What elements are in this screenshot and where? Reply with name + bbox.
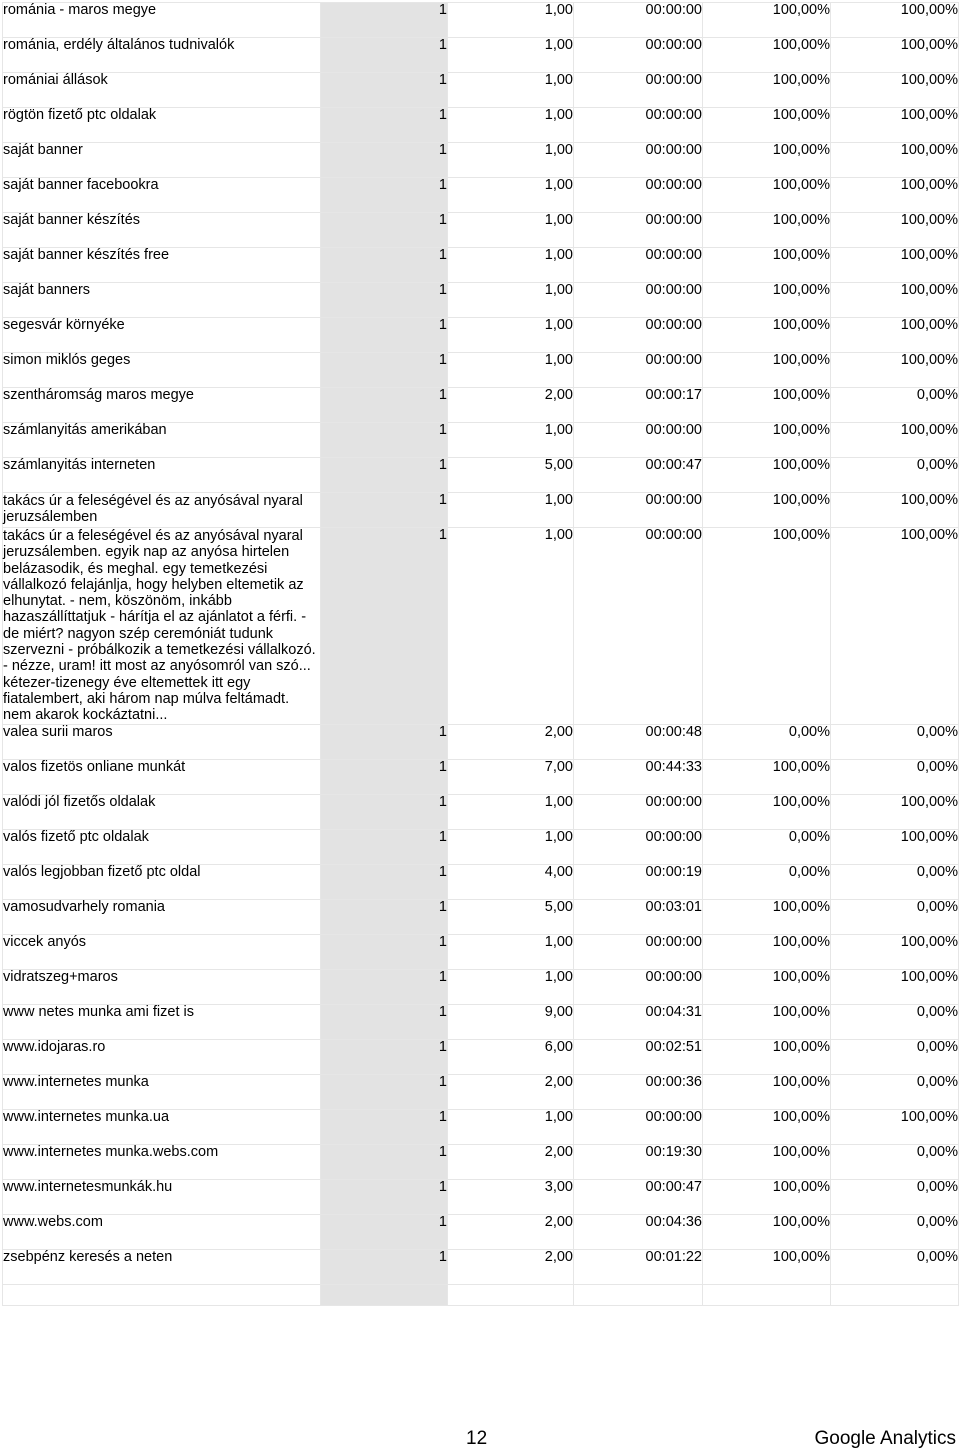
new-visits-cell: 100,00% (703, 899, 831, 934)
bounce-rate-cell: 0,00% (831, 1039, 959, 1074)
table-row (3, 829, 959, 864)
visits-cell: 1 (321, 1214, 448, 1249)
pages-per-visit-cell: 1,00 (448, 493, 574, 528)
pages-per-visit-cell: 7,00 (448, 759, 574, 794)
new-visits-cell: 100,00% (703, 108, 831, 143)
pages-per-visit-cell: 1,00 (448, 934, 574, 969)
table-row (3, 1004, 959, 1039)
keyword-cell: takács úr a feleségével és az anyósával nyaral jeruzsálemben (3, 493, 321, 528)
pages-per-visit-cell: 1,00 (448, 38, 574, 73)
visits-cell: 1 (321, 899, 448, 934)
new-visits-cell: 100,00% (703, 1109, 831, 1144)
table-row (3, 1179, 959, 1214)
bounce-rate-cell: 100,00% (831, 528, 959, 725)
bounce-rate-cell: 100,00% (831, 283, 959, 318)
bounce-rate-cell: 100,00% (831, 969, 959, 1004)
new-visits-cell: 100,00% (703, 178, 831, 213)
table-row (3, 353, 959, 388)
table-row (3, 178, 959, 213)
bounce-rate-cell: 0,00% (831, 388, 959, 423)
new-visits-cell: 100,00% (703, 423, 831, 458)
pages-per-visit-cell: 5,00 (448, 899, 574, 934)
new-visits-cell: 100,00% (703, 1039, 831, 1074)
visits-cell: 1 (321, 73, 448, 108)
new-visits-cell: 100,00% (703, 1074, 831, 1109)
new-visits-cell: 100,00% (703, 3, 831, 38)
avg-duration-cell: 00:44:33 (574, 759, 703, 794)
pages-per-visit-cell: 2,00 (448, 1074, 574, 1109)
visits-cell: 1 (321, 1144, 448, 1179)
visits-cell: 1 (321, 178, 448, 213)
visits-cell: 1 (321, 318, 448, 353)
new-visits-cell: 100,00% (703, 248, 831, 283)
visits-cell: 1 (321, 353, 448, 388)
keyword-cell: számlanyitás amerikában (3, 423, 321, 458)
keyword-cell: www.internetes munka.webs.com (3, 1144, 321, 1179)
table-row (3, 458, 959, 493)
table-row (3, 283, 959, 318)
avg-duration-cell: 00:04:36 (574, 1214, 703, 1249)
keyword-cell: szentháromság maros megye (3, 388, 321, 423)
keyword-cell: viccek anyós (3, 934, 321, 969)
avg-duration-cell: 00:00:00 (574, 318, 703, 353)
bounce-rate-cell: 0,00% (831, 1249, 959, 1284)
keyword-cell: vidratszeg+maros (3, 969, 321, 1004)
table-row (3, 213, 959, 248)
visits-cell: 1 (321, 38, 448, 73)
avg-duration-cell: 00:00:00 (574, 353, 703, 388)
pages-per-visit-cell: 2,00 (448, 1144, 574, 1179)
new-visits-cell: 100,00% (703, 283, 831, 318)
avg-duration-cell: 00:00:00 (574, 178, 703, 213)
pages-per-visit-cell: 1,00 (448, 353, 574, 388)
avg-duration-cell: 00:00:00 (574, 423, 703, 458)
new-visits-cell: 100,00% (703, 1004, 831, 1039)
visits-cell: 1 (321, 458, 448, 493)
new-visits-cell: 100,00% (703, 934, 831, 969)
pages-per-visit-cell: 1,00 (448, 108, 574, 143)
visits-cell: 1 (321, 3, 448, 38)
new-visits-cell: 100,00% (703, 969, 831, 1004)
new-visits-cell: 0,00% (703, 724, 831, 759)
table-row (3, 423, 959, 458)
pages-per-visit-cell: 2,00 (448, 1214, 574, 1249)
keyword-cell: románia, erdély általános tudnivalók (3, 38, 321, 73)
spacer-cell (703, 1284, 831, 1305)
visits-cell: 1 (321, 528, 448, 725)
keyword-cell: saját banner facebookra (3, 178, 321, 213)
avg-duration-cell: 00:00:48 (574, 724, 703, 759)
pages-per-visit-cell: 1,00 (448, 143, 574, 178)
pages-per-visit-cell: 1,00 (448, 1109, 574, 1144)
table-row (3, 1109, 959, 1144)
visits-cell: 1 (321, 794, 448, 829)
keyword-cell: saját banners (3, 283, 321, 318)
new-visits-cell: 100,00% (703, 1214, 831, 1249)
table-row (3, 248, 959, 283)
avg-duration-cell: 00:00:47 (574, 458, 703, 493)
avg-duration-cell: 00:00:00 (574, 283, 703, 318)
bounce-rate-cell: 100,00% (831, 1109, 959, 1144)
table-row (3, 528, 959, 725)
avg-duration-cell: 00:00:36 (574, 1074, 703, 1109)
avg-duration-cell: 00:00:00 (574, 3, 703, 38)
visits-cell: 1 (321, 143, 448, 178)
table-row (3, 934, 959, 969)
spacer-cell (574, 1284, 703, 1305)
pages-per-visit-cell: 3,00 (448, 1179, 574, 1214)
avg-duration-cell: 00:00:00 (574, 213, 703, 248)
visits-cell: 1 (321, 829, 448, 864)
keyword-cell: számlanyitás interneten (3, 458, 321, 493)
avg-duration-cell: 00:00:00 (574, 73, 703, 108)
pages-per-visit-cell: 1,00 (448, 829, 574, 864)
bounce-rate-cell: 0,00% (831, 1214, 959, 1249)
new-visits-cell: 100,00% (703, 493, 831, 528)
avg-duration-cell: 00:19:30 (574, 1144, 703, 1179)
new-visits-cell: 100,00% (703, 759, 831, 794)
visits-cell: 1 (321, 423, 448, 458)
keyword-cell: valós legjobban fizető ptc oldal (3, 864, 321, 899)
pages-per-visit-cell: 4,00 (448, 864, 574, 899)
visits-cell: 1 (321, 864, 448, 899)
spacer-cell (3, 1284, 321, 1305)
table-row (3, 899, 959, 934)
bounce-rate-cell: 100,00% (831, 73, 959, 108)
new-visits-cell: 100,00% (703, 73, 831, 108)
bounce-rate-cell: 100,00% (831, 108, 959, 143)
bounce-rate-cell: 100,00% (831, 248, 959, 283)
table-row (3, 969, 959, 1004)
pages-per-visit-cell: 1,00 (448, 969, 574, 1004)
pages-per-visit-cell: 2,00 (448, 724, 574, 759)
keyword-cell: zsebpénz keresés a neten (3, 1249, 321, 1284)
keyword-report-table (2, 2, 959, 1306)
table-row (3, 864, 959, 899)
pages-per-visit-cell: 2,00 (448, 388, 574, 423)
table-row (3, 759, 959, 794)
keyword-cell: www netes munka ami fizet is (3, 1004, 321, 1039)
visits-cell: 1 (321, 1004, 448, 1039)
visits-cell: 1 (321, 724, 448, 759)
visits-cell: 1 (321, 759, 448, 794)
keyword-cell: romániai állások (3, 73, 321, 108)
bounce-rate-cell: 100,00% (831, 934, 959, 969)
bounce-rate-cell: 100,00% (831, 213, 959, 248)
avg-duration-cell: 00:00:00 (574, 1109, 703, 1144)
bounce-rate-cell: 100,00% (831, 38, 959, 73)
pages-per-visit-cell: 1,00 (448, 528, 574, 725)
visits-cell: 1 (321, 493, 448, 528)
avg-duration-cell: 00:04:31 (574, 1004, 703, 1039)
bounce-rate-cell: 100,00% (831, 794, 959, 829)
keyword-cell: www.idojaras.ro (3, 1039, 321, 1074)
visits-cell: 1 (321, 1074, 448, 1109)
avg-duration-cell: 00:00:00 (574, 528, 703, 725)
avg-duration-cell: 00:00:00 (574, 493, 703, 528)
bounce-rate-cell: 0,00% (831, 458, 959, 493)
avg-duration-cell: 00:00:47 (574, 1179, 703, 1214)
bounce-rate-cell: 0,00% (831, 1004, 959, 1039)
avg-duration-cell: 00:03:01 (574, 899, 703, 934)
spacer-cell (831, 1284, 959, 1305)
keyword-cell: valos fizetös onliane munkát (3, 759, 321, 794)
new-visits-cell: 100,00% (703, 213, 831, 248)
report-body (3, 3, 959, 1306)
new-visits-cell: 100,00% (703, 318, 831, 353)
table-row (3, 143, 959, 178)
avg-duration-cell: 00:00:00 (574, 143, 703, 178)
avg-duration-cell: 00:00:19 (574, 864, 703, 899)
pages-per-visit-cell: 1,00 (448, 248, 574, 283)
visits-cell: 1 (321, 248, 448, 283)
table-row (3, 38, 959, 73)
bounce-rate-cell: 100,00% (831, 178, 959, 213)
bounce-rate-cell: 0,00% (831, 759, 959, 794)
avg-duration-cell: 00:00:00 (574, 829, 703, 864)
visits-cell: 1 (321, 969, 448, 1004)
table-row (3, 1249, 959, 1284)
bounce-rate-cell: 100,00% (831, 829, 959, 864)
avg-duration-cell: 00:01:22 (574, 1249, 703, 1284)
table-bottom-spacer (3, 1284, 959, 1305)
pages-per-visit-cell: 1,00 (448, 794, 574, 829)
table-row (3, 493, 959, 528)
new-visits-cell: 100,00% (703, 388, 831, 423)
avg-duration-cell: 00:00:00 (574, 794, 703, 829)
pages-per-visit-cell: 1,00 (448, 423, 574, 458)
keyword-cell: saját banner készítés free (3, 248, 321, 283)
table-row (3, 1144, 959, 1179)
pages-per-visit-cell: 1,00 (448, 73, 574, 108)
bounce-rate-cell: 0,00% (831, 864, 959, 899)
keyword-cell: valódi jól fizetős oldalak (3, 794, 321, 829)
bounce-rate-cell: 0,00% (831, 1074, 959, 1109)
table-row (3, 318, 959, 353)
visits-cell: 1 (321, 1179, 448, 1214)
table-row (3, 724, 959, 759)
bounce-rate-cell: 100,00% (831, 143, 959, 178)
page-number: 12 (466, 1428, 488, 1449)
visits-cell: 1 (321, 1109, 448, 1144)
bounce-rate-cell: 0,00% (831, 1179, 959, 1214)
new-visits-cell: 100,00% (703, 1144, 831, 1179)
new-visits-cell: 100,00% (703, 794, 831, 829)
new-visits-cell: 0,00% (703, 864, 831, 899)
keyword-cell: www.webs.com (3, 1214, 321, 1249)
visits-cell: 1 (321, 1249, 448, 1284)
bounce-rate-cell: 100,00% (831, 3, 959, 38)
visits-cell: 1 (321, 213, 448, 248)
new-visits-cell: 0,00% (703, 829, 831, 864)
avg-duration-cell: 00:00:00 (574, 248, 703, 283)
bounce-rate-cell: 0,00% (831, 1144, 959, 1179)
new-visits-cell: 100,00% (703, 1249, 831, 1284)
keyword-cell: saját banner készítés (3, 213, 321, 248)
keyword-cell: saját banner (3, 143, 321, 178)
keyword-cell: takács úr a feleségével és az anyósával nyaral jeruzsálemben. egyik nap az anyósa hirtelen belázasodik, és meghal. egy temetkezési vállalkozó felajánlja, hogy helyben eltemetik az elhunytat. - nem, köszönöm, inkább hazaszállíttatjuk - hárítja el az ajánlatot a férfi. - de miért? nagyon szép ceremóniát tudunk szervezni - próbálkozik a temetkezési vállalkozó. - nézze, uram! itt most az anyósomról van szó... kétezer-tizenegy éve eltemettek itt egy fiatalembert, aki három nap múlva feltámadt. nem akarok kockáztatni... (3, 528, 321, 725)
new-visits-cell: 100,00% (703, 458, 831, 493)
table-row (3, 3, 959, 38)
table-row (3, 1074, 959, 1109)
avg-duration-cell: 00:00:00 (574, 108, 703, 143)
pages-per-visit-cell: 1,00 (448, 213, 574, 248)
visits-cell: 1 (321, 934, 448, 969)
visits-cell: 1 (321, 283, 448, 318)
avg-duration-cell: 00:00:17 (574, 388, 703, 423)
keyword-cell: www.internetes munka.ua (3, 1109, 321, 1144)
avg-duration-cell: 00:00:00 (574, 934, 703, 969)
keyword-cell: www.internetesmunkák.hu (3, 1179, 321, 1214)
bounce-rate-cell: 100,00% (831, 423, 959, 458)
spacer-cell (321, 1284, 448, 1305)
pages-per-visit-cell: 1,00 (448, 178, 574, 213)
spacer-cell (448, 1284, 574, 1305)
keyword-cell: segesvár környéke (3, 318, 321, 353)
bounce-rate-cell: 100,00% (831, 493, 959, 528)
pages-per-visit-cell: 5,00 (448, 458, 574, 493)
keyword-cell: valea surii maros (3, 724, 321, 759)
keyword-cell: románia - maros megye (3, 3, 321, 38)
visits-cell: 1 (321, 388, 448, 423)
avg-duration-cell: 00:00:00 (574, 38, 703, 73)
new-visits-cell: 100,00% (703, 38, 831, 73)
pages-per-visit-cell: 9,00 (448, 1004, 574, 1039)
footer-brand: Google Analytics (814, 1428, 956, 1449)
bounce-rate-cell: 0,00% (831, 724, 959, 759)
keyword-cell: rögtön fizető ptc oldalak (3, 108, 321, 143)
table-row (3, 1039, 959, 1074)
keyword-cell: simon miklós geges (3, 353, 321, 388)
visits-cell: 1 (321, 1039, 448, 1074)
bounce-rate-cell: 0,00% (831, 899, 959, 934)
table-row (3, 1214, 959, 1249)
visits-cell: 1 (321, 108, 448, 143)
new-visits-cell: 100,00% (703, 353, 831, 388)
pages-per-visit-cell: 1,00 (448, 3, 574, 38)
keyword-cell: www.internetes munka (3, 1074, 321, 1109)
keyword-cell: vamosudvarhely romania (3, 899, 321, 934)
pages-per-visit-cell: 1,00 (448, 318, 574, 353)
pages-per-visit-cell: 6,00 (448, 1039, 574, 1074)
new-visits-cell: 100,00% (703, 1179, 831, 1214)
table-row (3, 794, 959, 829)
avg-duration-cell: 00:02:51 (574, 1039, 703, 1074)
avg-duration-cell: 00:00:00 (574, 969, 703, 1004)
table-row (3, 108, 959, 143)
bounce-rate-cell: 100,00% (831, 318, 959, 353)
table-row (3, 388, 959, 423)
pages-per-visit-cell: 2,00 (448, 1249, 574, 1284)
bounce-rate-cell: 100,00% (831, 353, 959, 388)
keyword-cell: valós fizető ptc oldalak (3, 829, 321, 864)
table-row (3, 73, 959, 108)
new-visits-cell: 100,00% (703, 143, 831, 178)
new-visits-cell: 100,00% (703, 528, 831, 725)
pages-per-visit-cell: 1,00 (448, 283, 574, 318)
